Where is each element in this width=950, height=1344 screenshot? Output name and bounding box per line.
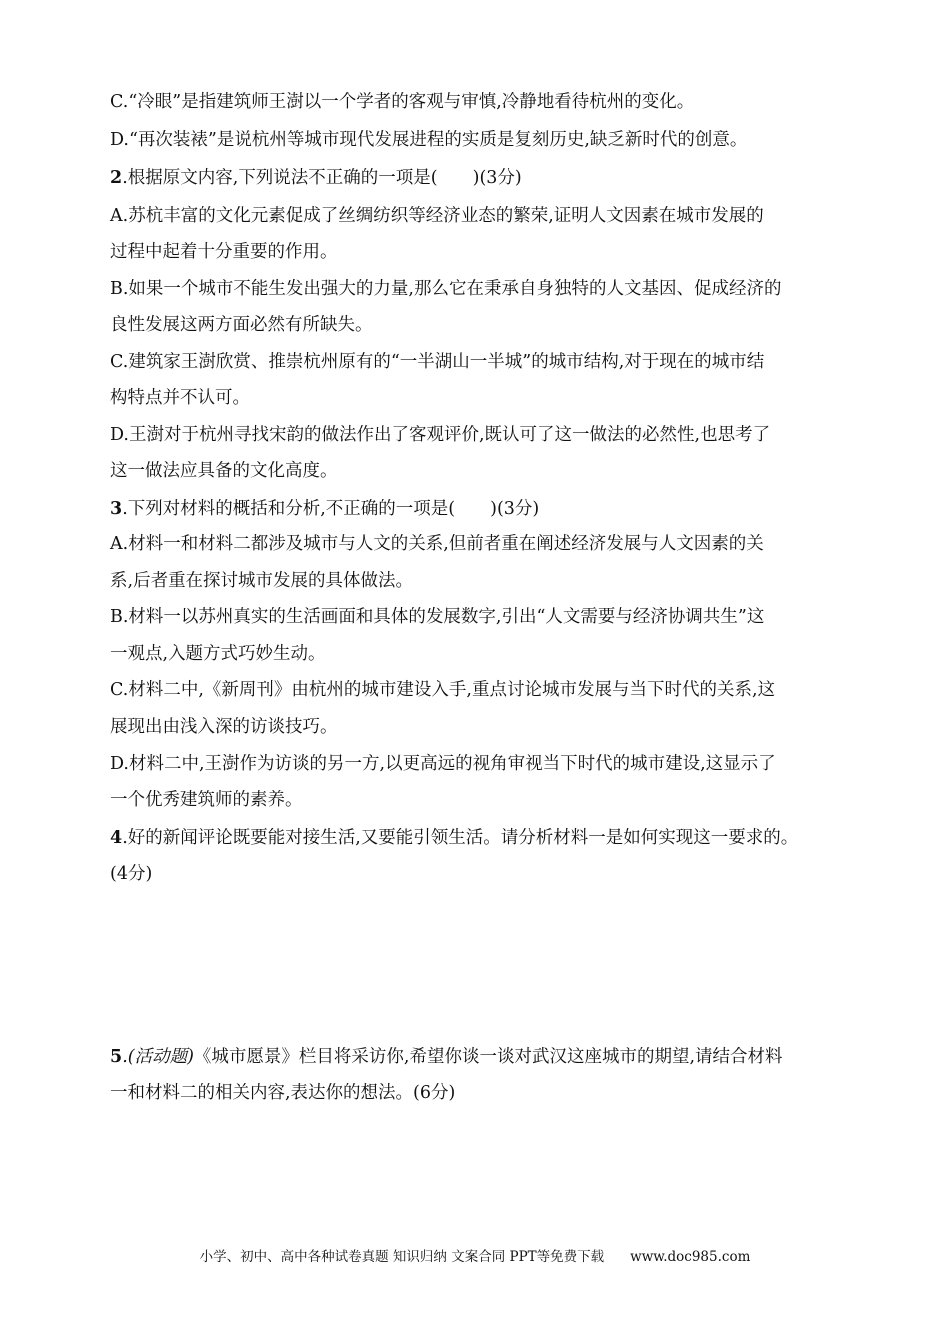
option-c-line: C.“冷眼”是指建筑师王澍以一个学者的客观与审慎,冷静地看待杭州的变化。	[110, 92, 695, 112]
question-5-stem	[110, 1045, 850, 1069]
question-number: 5	[110, 1047, 123, 1067]
question-2-option-line: A.苏杭丰富的文化元素促成了丝绸纺织等经济业态的繁荣,证明人文因素在城市发展的	[110, 206, 764, 226]
option-d-line: D.“再次装裱”是说杭州等城市现代发展进程的实质是复刻历史,缺乏新时代的创意。	[110, 130, 748, 150]
footer-url: www.doc985.com	[630, 1249, 751, 1265]
question-tag: .(活动题)	[122, 1047, 194, 1067]
question-3-option-line: 系,后者重在探讨城市发展的具体做法。	[110, 571, 414, 591]
question-2-option-line: B.如果一个城市不能生发出强大的力量,那么它在秉承自身独特的人文基因、促成经济的	[110, 279, 782, 299]
question-3-option-line: 展现出由浅入深的访谈技巧。	[110, 717, 338, 737]
question-text: .下列对材料的概括和分析,不正确的一项是( )(3分)	[122, 499, 540, 519]
question-3-option-line: A.材料一和材料二都涉及城市与人文的关系,但前者重在阐述经济发展与人文因素的关	[110, 534, 764, 554]
question-number: 3	[110, 499, 123, 519]
footer-text: 小学、初中、高中各种试卷真题 知识归纳 文案合同 PPT等免费下载	[199, 1249, 605, 1265]
question-2-stem	[110, 166, 850, 190]
question-text: .好的新闻评论既要能对接生活,又要能引领生活。请分析材料一是如何实现这一要求的。	[122, 828, 799, 848]
page-footer	[0, 1247, 950, 1267]
question-3-option-line: 一观点,入题方式巧妙生动。	[110, 644, 326, 664]
question-number: 2	[110, 168, 123, 188]
question-2-option-line: 良性发展这两方面必然有所缺失。	[110, 315, 373, 335]
question-3-option-line: B.材料一以苏州真实的生活画面和具体的发展数字,引出“人文需要与经济协调共生”这	[110, 607, 765, 627]
question-4-score: (4分)	[110, 864, 153, 884]
question-5-line-2: 一和材料二的相关内容,表达你的想法。(6分)	[110, 1083, 456, 1103]
question-2-option-line: 过程中起着十分重要的作用。	[110, 242, 338, 262]
question-3-option-line: C.材料二中,《新周刊》由杭州的城市建设入手,重点讨论城市发展与当下时代的关系,这	[110, 680, 776, 700]
question-number: 4	[110, 828, 123, 848]
question-2-option-line: C.建筑家王澍欣赏、推崇杭州原有的“一半湖山一半城”的城市结构,对于现在的城市结	[110, 352, 765, 372]
question-3-option-line: D.材料二中,王澍作为访谈的另一方,以更高远的视角审视当下时代的城市建设,这显示了	[110, 754, 776, 774]
question-2-option-line: 构特点并不认可。	[110, 388, 250, 408]
question-4-stem	[110, 826, 862, 850]
question-text: .根据原文内容,下列说法不正确的一项是( )(3分)	[122, 168, 522, 188]
question-2-option-line: D.王澍对于杭州寻找宋韵的做法作出了客观评价,既认可了这一做法的必然性,也思考了	[110, 425, 771, 445]
question-2-option-line: 这一做法应具备的文化高度。	[110, 461, 338, 481]
question-text: 《城市愿景》栏目将采访你,希望你谈一谈对武汉这座城市的期望,请结合材料	[193, 1047, 783, 1067]
question-3-stem	[110, 497, 850, 521]
question-3-option-line: 一个优秀建筑师的素养。	[110, 790, 303, 810]
